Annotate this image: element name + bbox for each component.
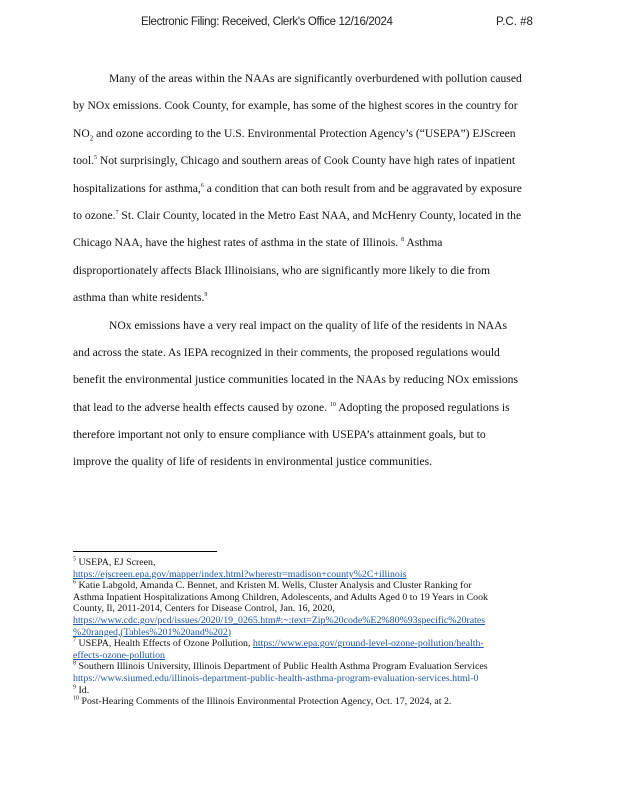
- no2-term: $NO_2$: [73, 126, 94, 143]
- paragraph-2-line: NOx emissions have a very real impact on the quality of life of the residents in NAAs: [109, 318, 507, 332]
- filing-stamp: Electronic Filing: Received, Clerk's Office 12/16/2024: [141, 16, 393, 28]
- paragraph-1-line: hospitalizations for asthma,$^6$ a condition that can both result from and be aggravated by exposure: [73, 181, 522, 195]
- footnote-5-link: [73, 569, 553, 581]
- footnote-8: $^8$ Southern Illinois University, Illinois Department of Public Health Asthma Program Evaluation Services: [73, 661, 488, 673]
- footnote-6-line: County, Il, 2011-2014, Centers for Disease Control, Jan. 16, 2020,: [73, 603, 335, 615]
- footnote-6-line: Asthma Inpatient Hospitalizations Among Children, Adolescents, and Adults Aged 0 to 19 Years in Cook: [73, 591, 488, 603]
- paragraph-1-line: $NO_2$ and ozone according to the U.S. Environmental Protection Agency’s (“USEPA”) EJScreen: [73, 126, 516, 143]
- body-text: [73, 71, 535, 482]
- public-comment-number: P.C. #8: [496, 16, 533, 28]
- footnote-ref[interactable]: 8: [401, 237, 405, 244]
- footnote-6-link: [73, 627, 553, 639]
- footnote-ref[interactable]: 7: [115, 210, 119, 217]
- paragraph-1-line: disproportionately affects Black Illinoisians, who are significantly more likely to die from: [73, 263, 491, 277]
- paragraph-1-line: asthma than white residents.$^9$: [73, 291, 208, 305]
- footnote-ref[interactable]: 5: [93, 155, 97, 162]
- footnote-ref[interactable]: 9: [204, 292, 208, 299]
- paragraph-2-line: benefit the environmental justice communities located in the NAAs by reducing NOx emissions: [73, 373, 518, 387]
- footnote-7-link: [73, 650, 553, 662]
- footnote-6-link: [73, 615, 553, 627]
- paragraph-2-line: improve the quality of life of residents in environmental justice communities.: [73, 455, 432, 469]
- footnote-link[interactable]: https://ejscreen.epa.gov/mapper/index.html?wherestr=madison+county%2C+illinois: [73, 568, 407, 580]
- footnote-link[interactable]: %20ranged,(Tables%201%20and%202): [73, 626, 232, 638]
- paragraph-1-line: tool.$^5$ Not surprisingly, Chicago and southern areas of Cook County have high rates of inpatient: [73, 154, 516, 168]
- footnote-7: $^7$ USEPA, Health Effects of Ozone Pollution, https://www.epa.gov/ground-level-ozone-pollution/health-: [73, 637, 484, 650]
- footnote-5: $^5$ USEPA, EJ Screen,: [73, 556, 156, 568]
- paragraph-1-line: Many of the areas within the NAAs are significantly overburdened with pollution caused: [109, 72, 522, 85]
- paragraph-1-line: by NOx emissions. Cook County, for example, has some of the highest scores in the country for: [73, 99, 518, 113]
- footnotes: [73, 557, 553, 708]
- paragraph-1-line: Chicago NAA, have the highest rates of asthma in the state of Illinois. $^8$ Asthma: [73, 236, 443, 250]
- footnote-ref[interactable]: 10: [330, 401, 337, 408]
- footnote-ref[interactable]: 6: [200, 182, 204, 189]
- footnote-link[interactable]: https://www.epa.gov/ground-level-ozone-pollution/health-: [252, 638, 484, 650]
- footnote-8-link: [73, 673, 553, 685]
- paragraph-2-line: therefore important not only to ensure compliance with USEPA’s attainment goals, but to: [73, 428, 486, 442]
- footnote-divider: [73, 551, 217, 552]
- footnote-link[interactable]: https://www.siumed.edu/illinois-department-public-health-asthma-program-evaluation-services.html-0: [73, 672, 479, 684]
- footnote-10: $^{10}$ Post-Hearing Comments of the Illinois Environmental Protection Agency, Oct. 17, 2024, at 2.: [73, 695, 452, 708]
- footnote-9: $^9$ Id.: [73, 684, 90, 696]
- paragraph-2-line: and across the state. As IEPA recognized in their comments, the proposed regulations would: [73, 345, 500, 359]
- filing-header: [0, 16, 618, 32]
- paragraph-1-line: to ozone.$^7$ St. Clair County, located in the Metro East NAA, and McHenry County, located in the: [73, 208, 522, 222]
- footnote-link[interactable]: https://www.cdc.gov/pcd/issues/2020/19_0265.htm#:~:text=Zip%20code%E2%80%93specific%20rates: [73, 614, 486, 626]
- footnote-link[interactable]: effects-ozone-pollution: [73, 649, 165, 661]
- paragraph-2-line: that lead to the adverse health effects caused by ozone. $^{10}$ Adopting the proposed regulations is: [73, 400, 510, 414]
- footnote-6: $^6$ Katie Labgold, Amanda C. Bennet, and Kristen M. Wells, Cluster Analysis and Cluster Ranking for: [73, 579, 472, 592]
